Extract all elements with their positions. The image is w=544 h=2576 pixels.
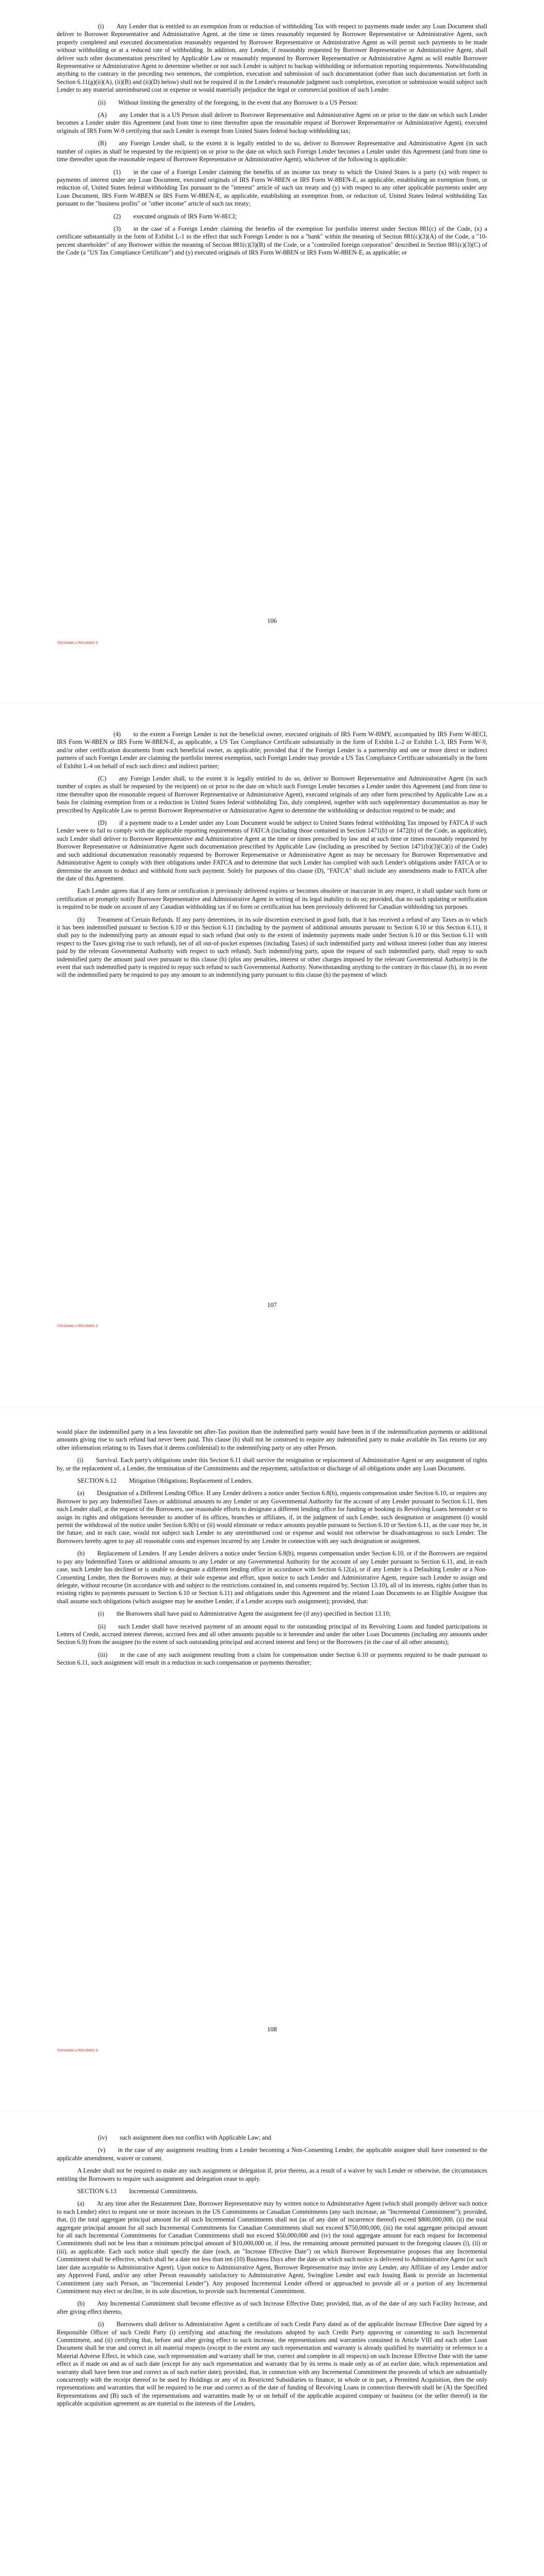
page-body <box>57 0 487 257</box>
paragraph: (v) in the case of any assignment resulting from a Lender becoming a Non-Consenting Lender, the applicable assignee shall have consented to the applicable amendment, waiver or consent. <box>57 2146 487 2162</box>
paragraph: (A) any Lender that is a US Person shall deliver to Borrower Representative and Administrative Agent on or prior to the date on which such Lender becomes a Lender under this Agreement (and from time to time thereafter upon the reasonable request of Borrower Representative or Administrative Agent), executed originals of IRS Form W-9 certifying that such Lender is exempt from United States federal backup withholding tax; <box>57 111 487 134</box>
paragraph: Each Lender agrees that if any form or certification it previously delivered expires or becomes obsolete or inaccurate in any respect, it shall update such form or certification or promptly notify Borrower Representative and Administrative Agent in writing of its legal inability to do so; provided, that no such updating or notification is required to be made on account of any Canadian withholding tax if no form or certification has been previously delivered for Canadian withholding tax purposes. <box>57 887 487 911</box>
paragraph: A Lender shall not be required to make any such assignment or delegation if, prior thereto, as a result of a waiver by such Lender or otherwise, the circumstances entitling the Borrowers to require such assignment and delegation cease to apply. <box>57 2167 487 2182</box>
paragraph: (D) if a payment made to a Lender under any Loan Document would be subject to United States federal withholding Tax imposed by FATCA if such Lender were to fail to comply with the applicable reporting requirements of FATCA (including those contained in Section 1471(b) or 1472(b) of the Code, as applicable), such Lender shall deliver to Borrower Representative and Administrative Agent at the time or times prescribed by law and at such time or times reasonably requested by Borrower Representative or Administrative Agent such documentation prescribed by Applicable Law (including as prescribed by Section 1471(b)(3)(C)(i) of the Code) and such additional documentation reasonably requested by Borrower Representative or Administrative Agent as may be necessary for Borrower Representative and Administrative Agent to comply with their obligations under FATCA and to determine that such Lender has complied with such Lender's obligations under FATCA or to determine the amount to deduct and withhold from such payment. Solely for purposes of this clause (D), "FATCA" shall include any amendments made to FATCA after the date of this Agreement. <box>57 819 487 882</box>
paragraph: (a) At any time after the Restatement Date, Borrower Representative may by written notice to Administrative Agent (which shall promptly deliver such notice to each Lender) elect to request one or more increases in the US Commitments or Canadian Commitments (any such increase, an "Incremental Commitment"); provided, that, (i) the total aggregate principal amount for all such Incremental Commitments shall not (as of any date of incurrence thereof) exceed $800,000,000, (ii) the total aggregate principal amount for all such Incremental Commitments for Canadian Commitments shall not exceed $750,000,000, (iii) the total aggregate principal amount for all such Incremental Commitments for Canadian Commitments shall not exceed $50,000,000 and (iv) the total aggregate amount for each request for Incremental Commitments shall not be less than a minimum principal amount of $10,000,000 or, if less, the remaining amount permitted pursuant to the foregoing clauses (i), (ii) or (iii), as applicable. Each such notice shall specify the date (each, an "Increase Effective Date") on which Borrower Representative proposes that any Incremental Commitment shall be effective, which shall be a date not less than ten (10) Business Days after the date on which such notice is delivered to Administrative Agent (or such later date acceptable to Administrative Agent). Upon notice to Administrative Agent, Borrower Representative may invite any Lender, any Affiliate of any Lender and/or any Approved Fund, and/or any other Person reasonably satisfactory to Administrative Agent, Swingline Lender and each Issuing Bank to provide an Incremental Commitment (any such Person, an "Incremental Lender"). Any proposed Incremental Lender offered or approached to provide all or a portion of any Incremental Commitment may elect or decline, in its sole discretion, to provide such Incremental Commitment. <box>57 2200 487 2295</box>
paragraph: (iv) such assignment does not conflict with Applicable Law; and <box>98 2134 271 2141</box>
document-page <box>0 0 544 703</box>
page-body <box>57 2111 487 2408</box>
document-page <box>0 1408 544 2111</box>
document-footer: 70016484.v7R016WX.0 <box>57 640 98 645</box>
paragraph: (i) Borrowers shall deliver to Administrative Agent a certificate of each Credit Party dated as of the applicable Increase Effective Date signed by a Responsible Officer of such Credit Party (i) certifying and attaching the resolutions adopted by such Credit Party approving or consenting to such Incremental Commitment, and (ii) certifying that, before and after giving effect to such increase, the representations and warranties contained in Article VIII and each other Loan Document shall be true and correct in all material respects (except to the extent any such representation and warranty is already qualified by materiality or reference to a Material Adverse Effect, in which case, such representation and warranty shall be true, correct and complete in all respects) on such Increase Effective Date with the same effect as if made on and as of such date (except for any such representation and warranty that by its terms is made only as of an earlier date, which representation and warranty shall have been true and correct as of such earlier date); provided, that, in connection with any Incremental Commitment the proceeds of which are substantially concurrently with the receipt thereof to be used by Holdings or any of its Restricted Subsidiaries to finance, in whole or in part, a Permitted Acquisition, then the only representations and warranties that will be required to be true and correct as of the date of funding of Revolving Loans in connection therewith shall be (A) the Specified Representations and (B) such of the representations and warranties made by or on behalf of the applicable acquired company or business (or the seller thereof) in the applicable acquisition agreement as are material to the interests of the Lenders, <box>57 2320 487 2408</box>
document-page <box>0 2111 544 2576</box>
document-footer: 70016484.v7R016WX.0 <box>57 1324 98 1328</box>
document-page <box>0 704 544 1407</box>
section-heading: SECTION 6.13 Incremental Commitments. <box>77 2188 198 2195</box>
paragraph: (a) Designation of a Different Lending Office. If any Lender delivers a notice under Section 6.8(b), requests compensation under Section 6.10, or requires any Borrower to pay any Indemnified Taxes or additional amounts to any Lender or any Governmental Authority for the account of any Lender pursuant to Section 6.11, then such Lender shall, at the request of the Borrowers, use reasonable efforts to designate a different lending office for funding or booking its Revolving Loans hereunder or to assign its rights and obligations hereunder to another of its offices, branches or affiliates, if, in the judgment of such Lender, such designation or assignment (i) would permit the withdrawal of the notice under Section 6.8(b) or (ii) would eliminate or reduce amounts payable pursuant to Section 6.10 or Section 6.11, as the case may be, in the future, and in each case, would not subject such Lender to any unreimbursed cost or expense and would not otherwise be disadvantageous to such Lender. The Borrowers hereby agree to pay all reasonable costs and expenses incurred by any Lender in connection with any such designation or assignment. <box>57 1489 487 1545</box>
paragraph: (i) Any Lender that is entitled to an exemption from or reduction of withholding Tax with respect to payments made under any Loan Document shall deliver to Borrower Representative and Administrative Agent, at the time or times reasonably requested by Borrower Representative or Administrative Agent, such properly completed and executed documentation reasonably requested by Borrower Representative or Administrative Agent as will permit such payments to be made without withholding or at a reduced rate of withholding. In addition, any Lender, if reasonably requested by Borrower Representative or Administrative Agent, shall deliver such other documentation prescribed by Applicable Law or reasonably requested by Borrower Representative or Administrative Agent as will enable Borrower Representative or Administrative Agent to determine whether or not such Lender is subject to backup withholding or information reporting requirements. Notwithstanding anything to the contrary in the preceding two sentences, the completion, execution and submission of such documentation (other than such documentation set forth in Section 6.11(g)(ii)(A), (ii)(B) and (ii)(D) below) shall not be required if in the Lender's reasonable judgment such completion, execution or submission would subject such Lender to any material unreimbursed cost or expense or would materially prejudice the legal or commercial position of such Lender. <box>57 23 487 94</box>
page-body <box>57 704 487 979</box>
page-number: 107 <box>267 1301 277 1309</box>
page-number: 106 <box>267 617 277 624</box>
paragraph: (iii) in the case of any such assignment resulting from a claim for compensation under Section 6.10 or payments required to be made pursuant to Section 6.11, such assignment will result in a reduction in such compensation or payments thereafter; <box>57 1651 487 1667</box>
paragraph: (i) the Borrowers shall have paid to Administrative Agent the assignment fee (if any) specified in Section 13.10; <box>98 1610 391 1618</box>
paragraph: (ii) Without limiting the generality of the foregoing, in the event that any Borrower is a US Person: <box>98 98 358 106</box>
paragraph: (2) executed originals of IRS Form W-8ECI; <box>113 212 237 220</box>
document-footer: 70016484.v7R016WX.0 <box>57 2048 98 2053</box>
page-body <box>57 1408 487 1667</box>
paragraph: (C) any Foreign Lender shall, to the extent it is legally entitled to do so, deliver to Borrower Representative and Administrative Agent (in such number of copies as shall be requested by the recipient) on or prior to the date on which such Foreign Lender becomes a Lender under this Agreement (and from time to time thereafter upon the reasonable request of Borrower Representative or Administrative Agent), executed originals of any other form prescribed by Applicable Law as a basis for claiming exemption from or a reduction in United States federal withholding Tax, duly completed, together with such supplementary documentation as may be prescribed by Applicable Law to permit Borrower Representative or Administrative Agent to determine the withholding or deduction required to be made; and <box>57 775 487 814</box>
paragraph: (i) Survival. Each party's obligations under this Section 6.11 shall survive the resignation or replacement of Administrative Agent or any assignment of rights by, or the replacement of, a Lender, the termination of the Commitments and the repayment, satisfaction or discharge of all obligations under any Loan Document. <box>57 1456 487 1472</box>
paragraph: (1) in the case of a Foreign Lender claiming the benefits of an income tax treaty to which the United States is a party (x) with respect to payments of interest under any Loan Document, executed originals of IRS Form W-8BEN or IRS Form W-8BEN-E, as applicable, establishing an exemption from, or reduction of, United States federal withholding Tax pursuant to the "interest" article of such tax treaty and (y) with respect to any other applicable payments under any Loan Document, IRS Form W-8BEN or IRS Form W-8BEN-E, as applicable, establishing an exemption from, or reduction of, United States federal withholding Tax pursuant to the "business profits" or "other income" article of such tax treaty; <box>57 168 487 208</box>
paragraph: (b) Any Incremental Commitment shall become effective as of such Increase Effective Date; provided, that, as of the date of any such Facility Increase, and after giving effect thereto, <box>57 2300 487 2315</box>
paragraph: (b) Replacement of Lenders. If any Lender delivers a notice under Section 6.8(b), requests compensation under Section 6.10, or if the Borrowers are required to pay any Indemnified Taxes or additional amounts to any Lender or any Governmental Authority for the account of any Lender pursuant to Section 6.11, and, in each case, such Lender has declined or is unable to designate a different lending office in accordance with Section 6.12(a), or if any Lender is a Defaulting Lender or a Non-Consenting Lender, then the Borrowers may, at their sole expense and effort, upon notice to such Lender and Administrative Agent, require such Lender to assign and delegate, without recourse (in accordance with and subject to the restrictions contained in, and consents required by, Section 13.10), all of its interests, rights (other than its existing rights to payments pursuant to Section 6.10 or Section 6.11) and obligations under this Agreement and the related Loan Documents to an Eligible Assignee that shall assume such obligations (which assignee may be another Lender, if a Lender accepts such assignment); provided, that: <box>57 1550 487 1605</box>
paragraph: (ii) such Lender shall have received payment of an amount equal to the outstanding principal of its Revolving Loans and funded participations in Letters of Credit, accrued interest thereon, accrued fees and all other amounts payable to it hereunder and under the other Loan Documents (including any amounts under Section 6.9) from the assignee (to the extent of such outstanding principal and accrued interest and fees) or the Borrowers (in the case of all other amounts); <box>57 1622 487 1646</box>
paragraph: (4) to the extent a Foreign Lender is not the beneficial owner, executed originals of IRS Form W-8IMY, accompanied by IRS Form W-8ECI, IRS Form W-8BEN or IRS Form W-8BEN-E, as applicable, a US Tax Compliance Certificate substantially in the form of Exhibit L-2 or Exhibit L-3, IRS Form W-9, and/or other certification documents from each beneficial owner, as applicable; provided that if the Foreign Lender is a partnership and one or more direct or indirect partners of such Foreign Lender are claiming the portfolio interest exemption, such Foreign Lender may provide a US Tax Compliance Certificate substantially in the form of Exhibit L-4 on behalf of each such direct and indirect partner; <box>57 731 487 770</box>
paragraph: (3) in the case of a Foreign Lender claiming the benefits of the exemption for portfolio interest under Section 881(c) of the Code, (x) a certificate substantially in the form of Exhibit L-1 to the effect that such Foreign Lender is not a "bank" within the meaning of Section 881(c)(3)(A) of the Code, a "10-percent shareholder" of any Borrower within the meaning of Section 881(c)(3)(B) of the Code, or a "controlled foreign corporation" described in Section 881(c)(3)(C) of the Code (a "US Tax Compliance Certificate") and (y) executed originals of IRS Form W-8BEN or IRS Form W-8BEN-E, as applicable; or <box>57 225 487 257</box>
section-heading: SECTION 6.12 Mitigation Obligations; Replacement of Lenders. <box>77 1477 253 1485</box>
paragraph: would place the indemnified party in a less favorable net after-Tax position than the indemnified party would have been in if the indemnification payments or additional amounts giving rise to such refund had never been paid. This clause (h) shall not be construed to require any indemnified party to make available its Tax returns (or any other information relating to its Taxes that it deems confidential) to the indemnifying party or any other Person. <box>57 1428 487 1451</box>
paragraph: (B) any Foreign Lender shall, to the extent it is legally entitled to do so, deliver to Borrower Representative and Administrative Agent (in such number of copies as shall be requested by the recipient) on or prior to the date on which such Foreign Lender becomes a Lender under this Agreement (and from time to time thereafter upon the reasonable request of Borrower Representative or Administrative Agent), whichever of the following is applicable: <box>57 140 487 163</box>
paragraph: (h) Treatment of Certain Refunds. If any party determines, in its sole discretion exercised in good faith, that it has received a refund of any Taxes as to which it has been indemnified pursuant to Section 6.10 or this Section 6.11 (including by the payment of additional amounts pursuant to Section 6.10 or this Section 6.11), it shall pay to the indemnifying party an amount equal to such refund (but only to the extent of indemnity payments made under Section 6.10 or this Section 6.11 with respect to the Taxes giving rise to such refund), net of all out-of-pocket expenses (including Taxes) of such indemnified party and without interest (other than any interest paid by the relevant Governmental Authority with respect to such refund). Such indemnifying party, upon the request of such indemnified party, shall repay to such indemnified party the amount paid over pursuant to this clause (h) (plus any penalties, interest or other charges imposed by the relevant Governmental Authority) in the event that such indemnified party is required to repay such refund to such Governmental Authority. Notwithstanding anything to the contrary in this clause (h), in no event will the indemnified party be required to pay any amount to an indemnifying party pursuant to this clause (h) the payment of which <box>57 916 487 979</box>
page-number: 108 <box>267 2026 277 2033</box>
